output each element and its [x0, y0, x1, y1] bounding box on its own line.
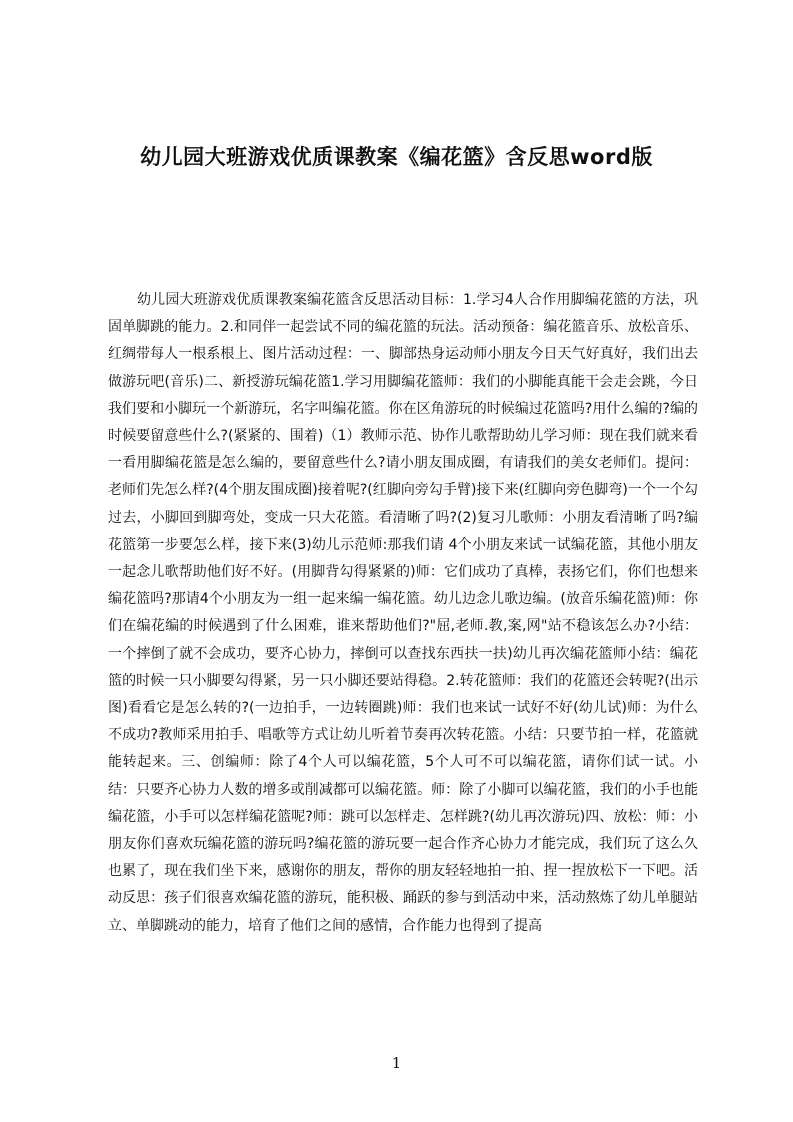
page-number: 1	[391, 1054, 402, 1072]
page-title: 幼儿园大班游戏优质课教案《编花篮》含反思word版	[140, 145, 653, 169]
body-paragraph: 幼儿园大班游戏优质课教案编花篮含反思活动目标：1.学习4人合作用脚编花篮的方法，巩固单脚跳的能力。2.和同伴一起尝试不同的编花篮的玩法。活动预备：编花篮音乐、放松音乐、红绸带每人一根系根上、图片活动过程：一、脚部热身运动师小朋友今日天气好真好，我们出去做游玩吧(音乐)二、新授游玩编花篮1.学习用脚编花篮师：我们的小脚能真能干会走会跳，今日我们要和小脚玩一个新游玩，名字叫编花篮。你在区角游玩的时候编过花篮吗?用什么编的?编的时候要留意些什么?(紧紧的、围着)（1）教师示范、协作儿歌帮助幼儿学习师：现在我们就来看一看用脚编花篮是怎么编的，要留意些什么?请小朋友围成圈，有请我们的美女老师们。提问：老师们先怎么样?(4个朋友围成圈)接着呢?(红脚向旁勾手臂)接下来(红脚向旁色脚弯)一个一个勾过去，小脚回到脚弯处，变成一只大花篮。看清晰了吗?(2)复习儿歌师：小朋友看清晰了吗?编花篮第一步要怎么样，接下来(3)幼儿示范师:那我们请 4个小朋友来试一试编花篮，其他小朋友一起念儿歌帮助他们好不好。(用脚背勾得紧紧的)师：它们成功了真棒，表扬它们，你们也想来编花篮吗?那请4个小朋友为一组一起来编一编花篮。幼儿边念儿歌边编。(放音乐编花篮)师：你们在编花编的时候遇到了什么困难，谁来帮助他们?"屈,老师.教,案,网"站不稳该怎么办?小结：一个摔倒了就不会成功，要齐心协力，摔倒可以查找东西扶一扶)幼儿再次编花篮师小结：编花篮的时候一只小脚要勾得紧，另一只小脚还要站得稳。2.转花篮师：我们的花篮还会转呢?(出示图)看看它是怎么转的?(一边拍手，一边转圈跳)师：我们也来试一试好不好(幼儿试)师：为什么不成功?教师采用拍手、唱歌等方式让幼儿听着节奏再次转花篮。小结：只要节拍一样，花篮就能转起来。三、创编师：除了4个人可以编花篮，5个人可不可以编花篮，请你们试一试。小结：只要齐心协力人数的增多或削减都可以编花篮。师：除了小脚可以编花篮，我们的小手也能编花篮，小手可以怎样编花篮呢?师：跳可以怎样走、怎样跳?(幼儿再次游玩)四、放松：师：小朋友你们喜欢玩编花篮的游玩吗?编花篮的游玩要一起合作齐心协力才能完成，我们玩了这么久也累了，现在我们坐下来，感谢你的朋友，帮你的朋友轻轻地拍一拍、捏一捏放松下一下吧。活动反思：孩子们很喜欢编花篮的游玩，能积极、踊跃的参与到活动中来，活动熬炼了幼儿单腿站立、单脚跳动的能力，培育了他们之间的感情，合作能力也得到了提高	[108, 292, 698, 934]
